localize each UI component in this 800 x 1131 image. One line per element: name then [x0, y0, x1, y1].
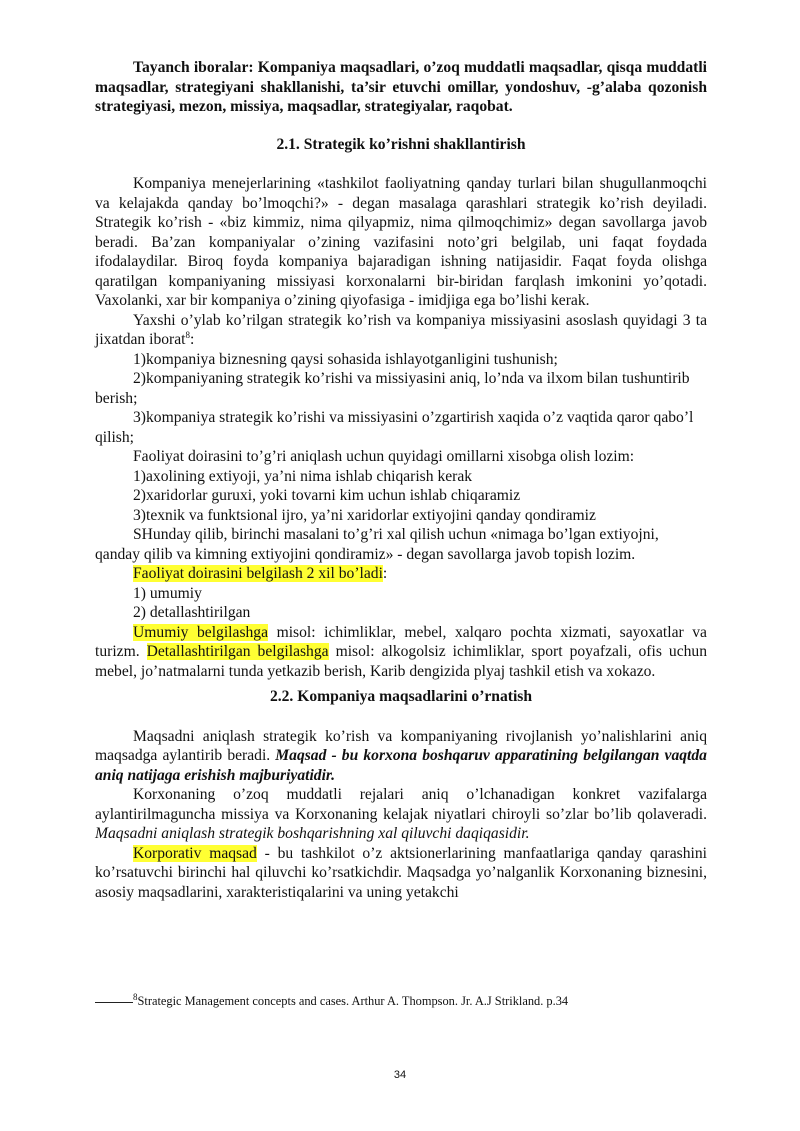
list-item: 1) umumiy: [133, 584, 202, 602]
paragraph-goal-definition: [95, 727, 707, 786]
paragraph-text-end: :: [190, 331, 195, 348]
footnote-ref[interactable]: 8: [185, 329, 191, 340]
footnote: [95, 991, 707, 1008]
list-item: 3)kompaniya strategik ko’rishi va missiyasini o’zgartirish xaqida o’z vaqtida qaror qabo’l qilish;: [95, 409, 694, 446]
list-item: 1)kompaniya biznesning qaysi sohasida ishlayotganligini tushunish;: [133, 350, 558, 368]
footnote-citation: Strategic Management concepts and cases. Arthur A. Thompson. Jr. A.J Strikland. p.34: [137, 994, 569, 1008]
paragraph-scope-examples: [95, 623, 707, 682]
list-item: 3)texnik va funktsional ijro, ya’ni xaridorlar extiyojini qanday qondiramiz: [133, 506, 596, 524]
list-item: 1)axolining extiyoji, ya’ni nima ishlab chiqarish kerak: [133, 467, 473, 485]
italic-text: Maqsadni aniqlash strategik boshqarishning xal qiluvchi daqiqasidir.: [95, 825, 530, 842]
paragraph-text: misol: ichimliklar, mebel, xalqaro pochta xizmati, sayoxatlar va turizm.: [95, 623, 707, 660]
highlighted-text: Detallashtirilgan belgilashga: [146, 643, 329, 660]
list-item: 2)kompaniyaning strategik ko’rishi va missiyasini aniq, lo’nda va ilxom bilan tushuntirib berish;: [95, 370, 690, 407]
section-title-2-2: 2.2. Kompaniya maqsadlarini o’rnatish: [269, 688, 533, 705]
page-number: 34: [393, 1069, 407, 1081]
paragraph-scope-types: [95, 564, 707, 584]
page-body: [95, 58, 707, 902]
paragraph-text: Korxonaning o’zoq muddatli rejalari aniq o’lchanadigan konkret vazifalarga aylantirilmaguncha missiya va Korxonaning kelajak niyatlari chiroyli so’zlar bo’lib qolaveradi.: [95, 786, 707, 823]
footnote-text: [95, 991, 707, 1008]
emphasis-text: Maqsad - bu korxona boshqaruv apparatining belgilangan vaqtda aniq natijaga erishish majburiyatidir.: [95, 747, 707, 784]
footnote-marker: 8: [133, 991, 138, 1002]
paragraph-factors: Faoliyat doirasini to’g’ri aniqlash uchun quyidagi omillarni xisobga olish lozim:: [133, 448, 635, 465]
paragraph-conclusion: SHunday qilib, birinchi masalani to’g’ri xal qilish uchun «nimaga bo’lgan extiyojni, qanday qilib va kimning extiyojini qondiramiz» - degan savollarga javob topish lozim.: [95, 526, 659, 563]
paragraph-text: - bu tashkilot o’z aktsionerlarining manfaatlariga qanday qarashini ko’rsatuvchi birinchi hal qiluvchi ko’rsatkichdir. Maqsadga yo’nalganlik Korxonaning biznesini, asosiy maqsadlarini, xarakteristiqalarini va uning yetakchi: [95, 844, 707, 901]
paragraph-text: Maqsadni aniqlash strategik ko’rish va kompaniyaning rivojlanish yo’nalishlarini aniq maqsadga aylantirib beradi.: [95, 727, 707, 764]
section-title-2-1: 2.1. Strategik ko’rishni shakllantirish: [276, 135, 526, 153]
paragraph-corporate-goal: [95, 844, 707, 903]
paragraph-strategic-vision: Kompaniya menejerlarining «tashkilot faoliyatning qanday turlari bilan shugullanmoqchi va kelajakda qanday bo’lmoqchi?» - degan masalaga qarashlari strategik ko’rish deyiladi. Strategik ko’rish - «biz kimmiz, nima qilyapmiz, nima qilmoqchimiz» degan savollarga javob beradi. Ba’zan kompaniyalar o’zining vazifasini noto’gri belgilab, uni faqat foydada ifodalaydilar. Biroq foyda kompaniya bajaradigan ishning natijasidir. Faqat foyda olishga qaratilgan kompaniyaning missiyasi korxonalarni bir-biridan farqlash imkonini yo’qotadi. Vaxolanki, xar bir kompaniya o’zining qiyofasiga - imidjiga ega bo’lishi kerak.: [95, 175, 707, 309]
paragraph-text-end: misol: alkogolsiz ichimliklar, sport poyafzali, ofis uchun mebel, jo’natmalarni tunda yetkazib berish, Karib dengizida plyaj tashkil etish va xokazo.: [95, 643, 708, 680]
highlighted-text: Korporativ maqsad: [133, 844, 257, 862]
highlighted-text: Faoliyat doirasini belgilash 2 xil bo’ladi: [133, 565, 383, 582]
keywords-paragraph: Tayanch iboralar: Kompaniya maqsadlari, o’zoq muddatli maqsadlar, qisqa muddatli maqsadlar, strategiyani shakllanishi, ta’sir etuvchi omillar, yondoshuv, -g’alaba qozonish strategiyasi, mezon, missiya, maqsadlar, strategiyalar, raqobat.: [95, 59, 707, 115]
highlighted-text: Umumiy belgilashga: [133, 623, 269, 641]
paragraph-text-end: :: [382, 565, 388, 582]
paragraph-text: Yaxshi o’ylab ko’rilgan strategik ko’rish va kompaniya missiyasini asoslash quyidagi 3 ta jixatdan iborat: [95, 311, 707, 348]
paragraph-vision-aspects: [95, 311, 707, 350]
paragraph-long-term-plans: [95, 785, 707, 844]
list-item: 2)xaridorlar guruxi, yoki tovarni kim uchun ishlab chiqaramiz: [133, 487, 521, 504]
list-item: 2) detallashtirilgan: [133, 604, 251, 621]
